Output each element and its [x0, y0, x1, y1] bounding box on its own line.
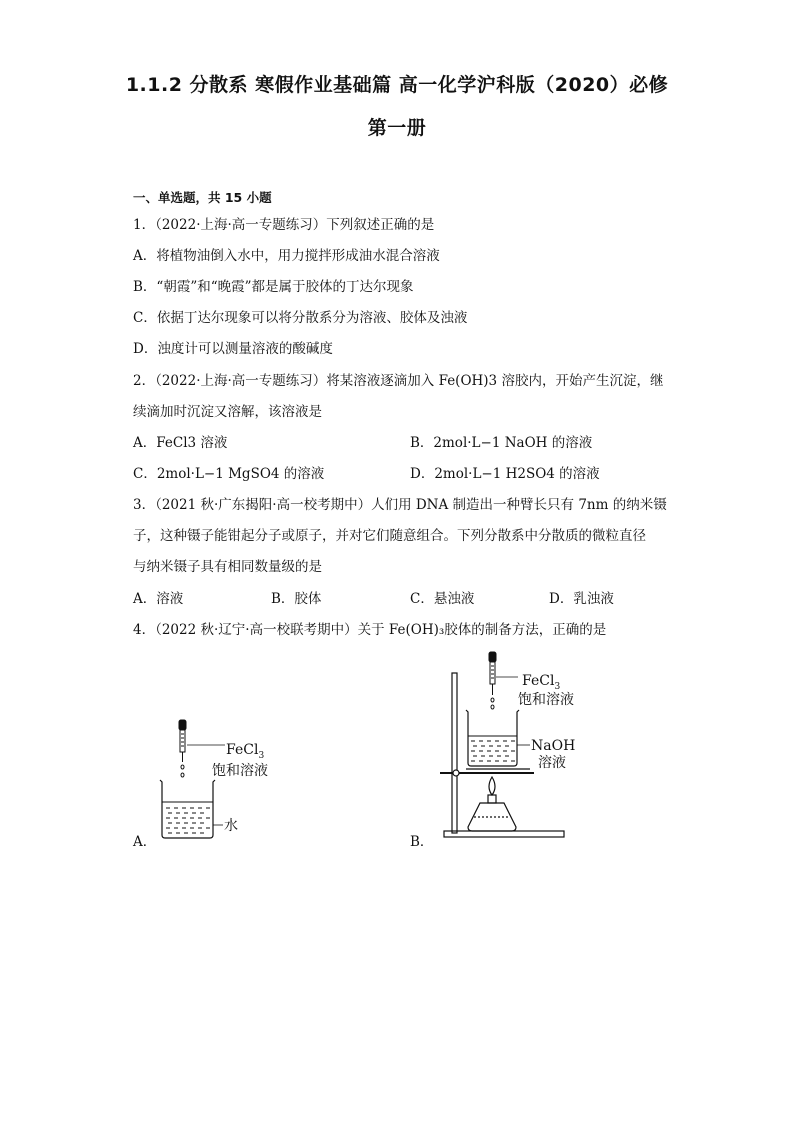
q1-option-c: C．依据丁达尔现象可以将分散系分为溶液、胶体及浊液 — [133, 310, 468, 326]
dropper-icon — [179, 720, 186, 777]
fig-b-reagent-label-line2: 饱和溶液 — [518, 692, 574, 708]
fig-a-reagent-label-line2: 饱和溶液 — [212, 763, 268, 779]
q2-option-d: D．2mol·L−1 H2SO4 的溶液 — [410, 466, 600, 482]
q2-option-b: B．2mol·L−1 NaOH 的溶液 — [410, 435, 593, 451]
document-title-line2: 第一册 — [367, 117, 427, 139]
q3-stem-line1: 3．（2021 秋·广东揭阳·高一校考期中）人们用 DNA 制造出一种臂长只有 7nm 的纳米镊 — [133, 497, 667, 513]
q1-option-d: D．浊度计可以测量溶液的酸碱度 — [133, 341, 333, 357]
alcohol-burner-icon — [468, 777, 516, 831]
dropper-icon — [489, 652, 496, 709]
q2-option-a: A．FeCl3 溶液 — [133, 435, 228, 451]
document-title-line1: 1.1.2 分散系 寒假作业基础篇 高一化学沪科版（2020）必修 — [125, 74, 669, 96]
naoh-liquid — [468, 736, 517, 761]
fig-a-reagent-label: FeCl$_3$ — [226, 742, 265, 761]
q4-option-b-letter: B． — [410, 834, 434, 850]
q4-option-a-letter: A． — [133, 834, 157, 850]
q4-figure-b — [430, 645, 630, 845]
fig-b-reagent-label: FeCl$_3$ — [522, 673, 561, 692]
fig-b-liquid-label-line2: 溶液 — [538, 755, 566, 771]
q3-stem-line3: 与纳米镊子具有相同数量级的是 — [133, 559, 322, 575]
beaker-icon — [466, 710, 519, 766]
q1-option-b: B．“朝霞”和“晚霞”都是属于胶体的丁达尔现象 — [133, 279, 414, 295]
beaker-icon — [160, 780, 215, 838]
q3-option-d: D．乳浊液 — [549, 591, 614, 607]
section-heading: 一、单选题，共 15 小题 — [133, 190, 272, 205]
q3-stem-line2: 子，这种镊子能钳起分子或原子，并对它们随意组合。下列分散系中分散质的微粒直径 — [133, 528, 646, 544]
fig-a-liquid-label: 水 — [224, 818, 238, 834]
q2-option-c: C．2mol·L−1 MgSO4 的溶液 — [133, 466, 325, 482]
q3-option-c: C．悬浊液 — [410, 591, 475, 607]
q2-stem-line1: 2．（2022·上海·高一专题练习）将某溶液逐滴加入 Fe(OH)3 溶胶内，开始产生沉淀，继 — [133, 373, 664, 389]
q3-option-b: B．胶体 — [271, 591, 322, 607]
fig-b-liquid-label-line1: NaOH — [531, 738, 576, 754]
water-liquid — [162, 802, 213, 833]
q1-stem: 1．（2022·上海·高一专题练习）下列叙述正确的是 — [133, 217, 435, 233]
q4-stem: 4．（2022 秋·辽宁·高一校联考期中）关于 Fe(OH)₃胶体的制备方法，正确的是 — [133, 622, 607, 638]
q4-figure-a — [150, 700, 310, 850]
q1-option-a: A．将植物油倒入水中，用力搅拌形成油水混合溶液 — [133, 248, 440, 264]
q3-option-a: A．溶液 — [133, 591, 184, 607]
q2-stem-line2: 续滴加时沉淀又溶解，该溶液是 — [133, 404, 322, 420]
